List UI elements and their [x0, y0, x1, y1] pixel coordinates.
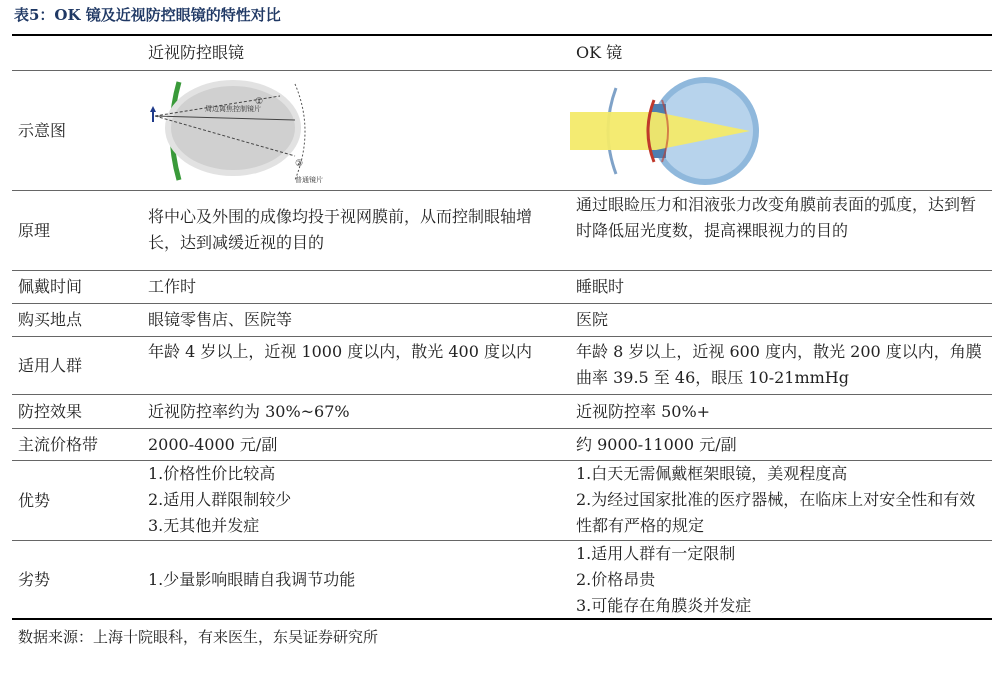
header-col-ok-lens: OK 镜 — [576, 43, 623, 62]
header-col-myopia-glasses: 近视防控眼镜 — [148, 43, 245, 62]
principle-myopia-glasses: 将中心及外围的成像均投于视网膜前，从而控制眼轴增长，达到减缓近视的目的 — [148, 207, 533, 252]
control-effect-ok-lens: 近视防控率 50%+ — [576, 401, 711, 421]
row-label-wear-time: 佩戴时间 — [18, 277, 83, 296]
myopia-lens-diagram — [145, 76, 323, 186]
row-label-control-effect: 防控效果 — [18, 401, 83, 421]
list-item: 2.适用人群限制较少 — [148, 490, 292, 509]
row-label-target-users: 适用人群 — [18, 355, 83, 375]
ok-lens-eye-diagram — [570, 74, 760, 188]
row-label-disadvantages: 劣势 — [18, 569, 51, 589]
control-effect-myopia-glasses: 近视防控率约为 30%~67% — [148, 401, 350, 421]
myopia-lens-label: 周边离焦控制镜片 — [205, 105, 261, 113]
row-label-price-range: 主流价格带 — [18, 434, 99, 454]
disadvantages-myopia-glasses — [148, 541, 548, 618]
purchase-place-ok-lens: 医院 — [576, 310, 609, 329]
list-item: 3.可能存在角膜炎并发症 — [576, 596, 752, 615]
row-label-advantages: 优势 — [18, 490, 51, 510]
disadvantages-ok-lens — [576, 541, 986, 619]
table-title: 表5：OK 镜及近视防控眼镜的特性对比 — [14, 6, 281, 24]
header-rule — [12, 70, 992, 71]
data-source-note: 数据来源：上海十院眼科，有来医生，东吴证券研究所 — [18, 628, 379, 646]
list-item: 1.少量影响眼睛自我调节功能 — [148, 569, 356, 589]
row-label-principle: 原理 — [18, 221, 51, 240]
row-label-purchase-place: 购买地点 — [18, 310, 83, 329]
list-item: 2.价格昂贵 — [576, 570, 656, 589]
list-item: 1.价格性价比较高 — [148, 464, 276, 483]
row-rule — [12, 190, 992, 191]
wear-time-myopia-glasses: 工作时 — [148, 277, 197, 296]
list-item: 3.无其他并发症 — [148, 516, 260, 535]
price-range-ok-lens: 约 9000-11000 元/副 — [576, 434, 737, 454]
normal-lens-label: 普通镜片 — [295, 176, 323, 184]
principle-ok-lens: 通过眼睑压力和泪液张力改变角膜前表面的弧度，达到暂时降低屈光度数，提高裸眼视力的目的 — [576, 195, 977, 240]
advantages-myopia-glasses — [148, 461, 548, 539]
list-item: 1.适用人群有一定限制 — [576, 544, 736, 563]
list-item: 2.为经过国家批准的医疗器械，在临床上对安全性和有效性都有严格的规定 — [576, 490, 976, 535]
list-item: 1.白天无需佩戴框架眼镜，美观程度高 — [576, 464, 848, 483]
row-rule — [12, 336, 992, 337]
top-rule — [12, 34, 992, 36]
price-range-myopia-glasses: 2000-4000 元/副 — [148, 434, 278, 454]
advantages-ok-lens — [576, 461, 986, 539]
target-users-ok-lens: 年龄 8 岁以上，近视 600 度内，散光 200 度以内，角膜曲率 39.5 至 46，眼压 10-21mmHg — [576, 342, 982, 387]
wear-time-ok-lens: 睡眠时 — [576, 277, 625, 296]
target-users-myopia-glasses: 年龄 4 岁以上，近视 1000 度以内，散光 400 度以内 — [148, 342, 532, 361]
marker-2: ② — [295, 159, 304, 169]
row-label-diagram: 示意图 — [18, 121, 67, 140]
purchase-place-myopia-glasses: 眼镜零售店、医院等 — [148, 310, 293, 329]
marker-1: ① — [255, 97, 264, 107]
